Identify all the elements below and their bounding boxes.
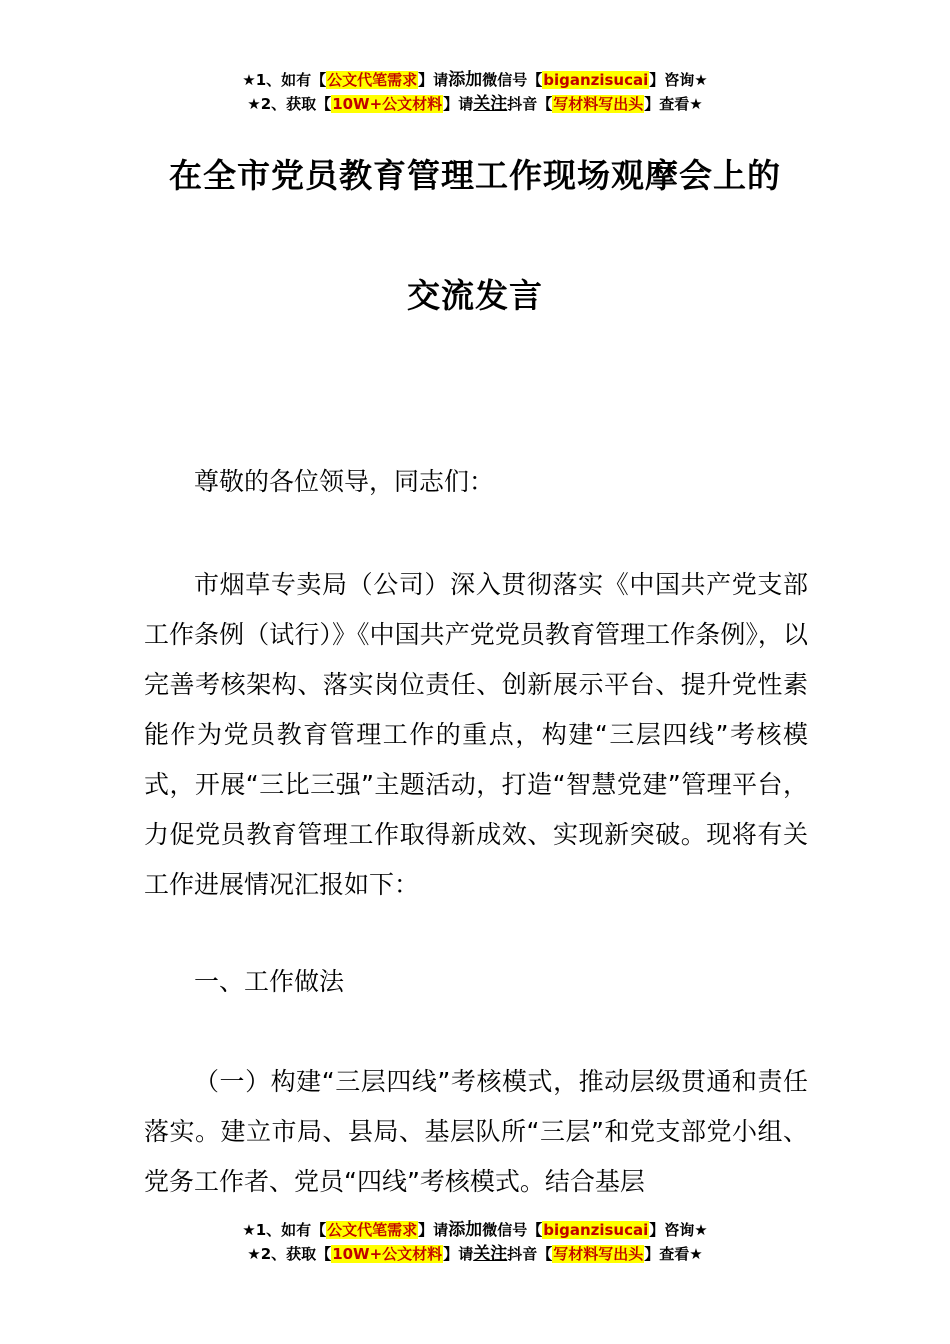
promo-highlight-wechat: biganzisucai xyxy=(543,71,649,89)
promo-line-1 xyxy=(0,1218,950,1242)
document-title-line-2: 交流发言 xyxy=(407,276,543,315)
promo-text: 关注 xyxy=(473,1244,508,1264)
promo-text: ★2、获取【 xyxy=(247,95,332,113)
promo-text: 微信号【 xyxy=(482,71,543,89)
promo-line-1 xyxy=(0,68,950,92)
section-heading-1: 一、工作做法 xyxy=(194,967,345,996)
promo-line-2 xyxy=(0,92,950,116)
promo-text: 】请 xyxy=(418,71,449,89)
promo-text: 】咨询★ xyxy=(649,71,708,89)
promo-text: 】请 xyxy=(418,1221,449,1239)
promo-line-2 xyxy=(0,1242,950,1266)
promo-highlight: 10W+公文材料 xyxy=(332,1245,443,1263)
promo-banner-bottom xyxy=(0,1218,950,1266)
promo-text: 抖音【 xyxy=(507,95,553,113)
promo-text: 】请 xyxy=(443,1245,474,1263)
promo-highlight-douyin: 写材料写出头 xyxy=(553,1245,644,1263)
salutation: 尊敬的各位领导，同志们： xyxy=(194,467,495,496)
promo-text: 添加 xyxy=(448,1220,483,1240)
promo-highlight-wechat: biganzisucai xyxy=(543,1221,649,1239)
promo-text: ★1、如有【 xyxy=(242,71,327,89)
promo-highlight-douyin: 写材料写出头 xyxy=(553,95,644,113)
paragraph-intro: 市烟草专卖局（公司）深入贯彻落实《中国共产党支部工作条例（试行）》《中国共产党党员教育管理工作条例》，以完善考核架构、落实岗位责任、创新展示平台、提升党性素能作为党员教育管理工作的重点，构建“三层四线”考核模式，开展“三比三强”主题活动，打造“智慧党建”管理平台，力促党员教育管理工作取得新成效、实现新突破。现将有关工作进展情况汇报如下： xyxy=(144,570,808,899)
promo-text: 】请 xyxy=(443,95,474,113)
paragraph-section-1-1: （一）构建“三层四线”考核模式，推动层级贯通和责任落实。建立市局、县局、基层队所“三层”和党支部党小组、党务工作者、党员“四线”考核模式。结合基层 xyxy=(144,1067,808,1196)
promo-text: 关注 xyxy=(473,94,508,114)
promo-text: 】查看★ xyxy=(644,95,703,113)
promo-highlight: 公文代笔需求 xyxy=(327,1221,418,1239)
promo-text: ★2、获取【 xyxy=(247,1245,332,1263)
promo-text: 】查看★ xyxy=(644,1245,703,1263)
document-title-line-1: 在全市党员教育管理工作现场观摩会上的 xyxy=(169,156,781,195)
promo-text: 抖音【 xyxy=(507,1245,553,1263)
promo-highlight: 公文代笔需求 xyxy=(327,71,418,89)
promo-text: 】咨询★ xyxy=(649,1221,708,1239)
promo-text: 添加 xyxy=(448,70,483,90)
promo-text: 微信号【 xyxy=(482,1221,543,1239)
promo-highlight: 10W+公文材料 xyxy=(332,95,443,113)
promo-text: ★1、如有【 xyxy=(242,1221,327,1239)
promo-banner-top xyxy=(0,68,950,116)
